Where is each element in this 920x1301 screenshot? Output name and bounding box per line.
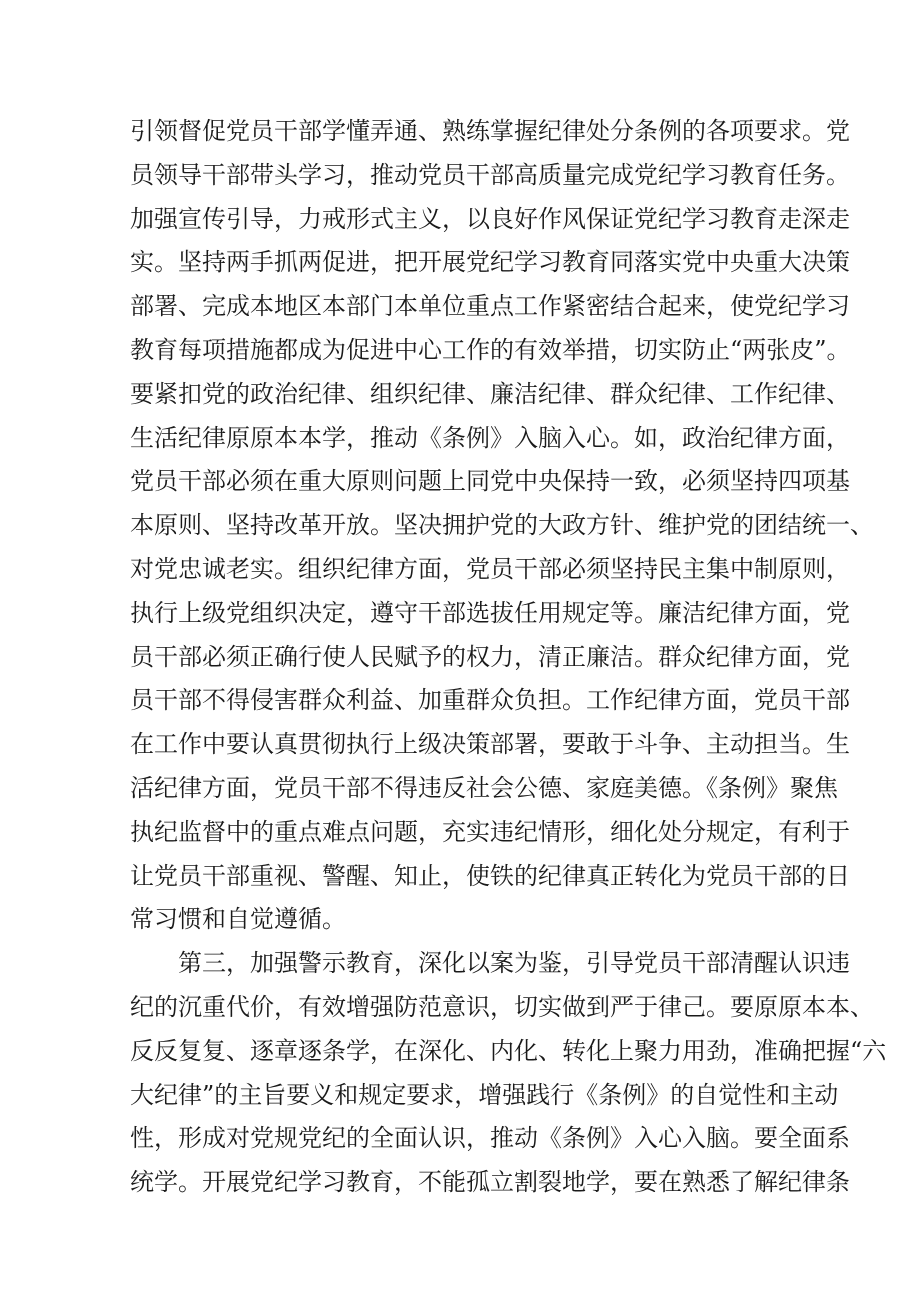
text-line: 在工作中要认真贯彻执行上级决策部署，要敢于斗争、主动担当。生 — [130, 730, 850, 759]
text-line: 执纪监督中的重点难点问题，充实违纪情形，细化处分规定，有利于 — [130, 817, 850, 846]
text-line: 实。坚持两手抓两促进，把开展党纪学习教育同落实党中央重大决策 — [130, 248, 850, 277]
text-line: 员干部必须正确行使人民赋予的权力，清正廉洁。群众纪律方面，党 — [130, 642, 850, 671]
text-line: 员领导干部带头学习，推动党员干部高质量完成党纪学习教育任务。 — [130, 160, 850, 189]
text-line: 第三，加强警示教育，深化以案为鉴，引导党员干部清醒认识违 — [178, 949, 850, 978]
text-line: 员干部不得侵害群众利益、加重群众负担。工作纪律方面，党员干部 — [130, 686, 850, 715]
text-line: 本原则、坚持改革开放。坚决拥护党的大政方针、维护党的团结统一、 — [130, 511, 874, 540]
paragraph-1 — [130, 110, 874, 942]
text-line: 让党员干部重视、警醒、知止，使铁的纪律真正转化为党员干部的日 — [130, 861, 850, 890]
text-line: 统学。开展党纪学习教育，不能孤立割裂地学，要在熟悉了解纪律条 — [130, 1168, 850, 1197]
text-line: 引领督促党员干部学懂弄通、熟练掌握纪律处分条例的各项要求。党 — [130, 117, 850, 145]
text-line: 教育每项措施都成为促进中心工作的有效举措，切实防止“两张皮”。 — [130, 335, 851, 364]
text-line: 大纪律”的主旨要义和规定要求，增强践行《条例》的自觉性和主动 — [130, 1080, 839, 1109]
paragraph-2 — [130, 942, 887, 1205]
text-line: 反反复复、逐章逐条学，在深化、内化、转化上聚力用劲，准确把握“六 — [130, 1036, 887, 1065]
text-line: 部署、完成本地区本部门本单位重点工作紧密结合起来，使党纪学习 — [130, 292, 850, 321]
text-line: 加强宣传引导，力戒形式主义，以良好作风保证党纪学习教育走深走 — [130, 204, 850, 233]
document-body — [130, 110, 887, 1205]
text-line: 性，形成对党规党纪的全面认识，推动《条例》入心入脑。要全面系 — [130, 1124, 850, 1153]
text-line: 活纪律方面，党员干部不得违反社会公德、家庭美德。《条例》聚焦 — [130, 773, 838, 802]
text-line: 纪的沉重代价，有效增强防范意识，切实做到严于律己。要原原本本、 — [130, 992, 874, 1021]
text-line: 要紧扣党的政治纪律、组织纪律、廉洁纪律、群众纪律、工作纪律、 — [130, 379, 850, 408]
text-line: 执行上级党组织决定，遵守干部选拔任用规定等。廉洁纪律方面，党 — [130, 598, 850, 627]
text-line: 生活纪律原原本本学，推动《条例》入脑入心。如，政治纪律方面， — [130, 423, 850, 452]
text-line: 党员干部必须在重大原则问题上同党中央保持一致，必须坚持四项基 — [130, 467, 850, 496]
text-line: 对党忠诚老实。组织纪律方面，党员干部必须坚持民主集中制原则， — [130, 554, 850, 583]
text-line: 常习惯和自觉遵循。 — [130, 905, 346, 934]
